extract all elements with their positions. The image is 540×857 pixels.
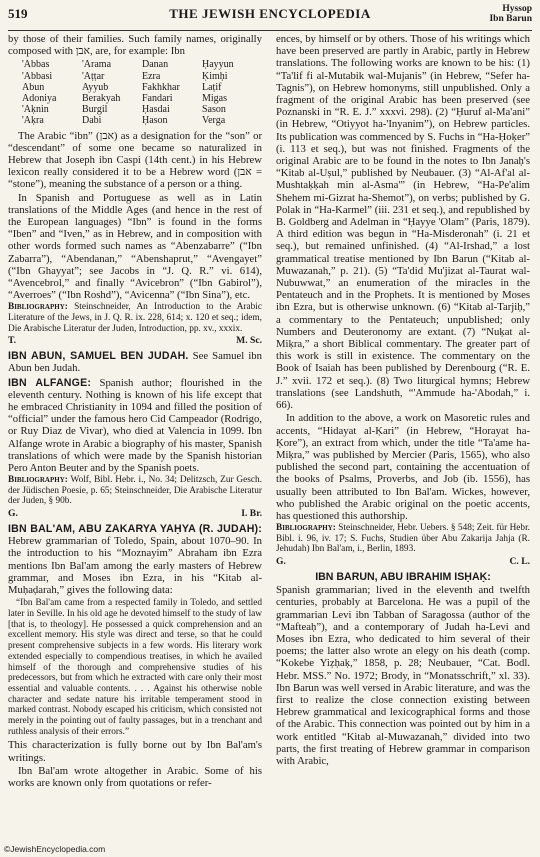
signature-line <box>8 508 262 519</box>
writings-paragraph: Ibn Bal'am wrote altogether in Arabic. Some of his works are known only from quotations or refer- <box>8 764 262 790</box>
entry-heading: IBN ALFANGE: <box>8 376 92 389</box>
bibliography-text: Steinschneider, An Introduction to the Arabic Literature of the Jews, in J. Q. R. ix. 228, 614; x. 120 et seq.; idem, Die Arabische Literatur der Juden, Introduction, pp. xv., xxxix. <box>8 302 262 334</box>
family-name: Sason <box>202 104 226 116</box>
family-name: Verga <box>202 115 226 127</box>
family-name: Ḥasdai <box>142 104 170 116</box>
family-name: 'Abbasi <box>22 70 53 82</box>
masoretic-paragraph: In addition to the above, a work on Masoretic rules and accents, “Hidayat al-Ḳari” (in Hebrew, “Horayat ha-Ḳore”), an extract from which, under the title “Ta'ame ha-Miḳra,” was published by Mercier (Paris, 1565), who also published the second part, containing the accentuation of the books of Psalms, Proverbs, and Job (ib. 1556), has usually been attributed to Ibn Bal'am. Wickes, however, who published the Arabic original on the poetic accents, has questioned this authorship. <box>276 412 530 522</box>
family-name: Abun <box>22 81 45 93</box>
signature-author: M. Sc. <box>236 335 262 347</box>
signature-initial: G. <box>8 508 18 520</box>
family-name: Fandari <box>142 93 173 105</box>
family-name: Ḥayyun <box>202 59 234 71</box>
family-name: Ezra <box>142 70 161 82</box>
bibliography-ibn <box>8 302 262 334</box>
bibliography-label: Bibliography: <box>8 475 68 486</box>
family-names-list <box>22 59 262 126</box>
running-header <box>8 4 532 31</box>
block-quote: “Ibn Bal'am came from a respected family in Toledo, and settled later in Seville. In his old age he devoted himself to the study of law [that is, to theology]. He possessed a quick comprehension and an excellent memory. His style was direct and terse, so that he could present comprehensive subjects in a few words. His literary work extended especially to compendious treatises, in which he availed himself of the thorough and comprehensive studies of his predecessors, but from which he extracted with care only their most essential and valuable contents. . . . Against his otherwise noble character and sedate nature his irritable temperament stood in marked contrast. Nobody escaped his criticism, which consisted not merely in the pointing out of faulty passages, but in a trenchant and ruthless analysis of their errors.” <box>8 598 262 737</box>
translations-paragraph: In Spanish and Portuguese as well as in Latin translations of the Middle Ages (and hence in the rest of the European languages) “Ibn” is found in the forms “Iben” and “Iven,” as in Hebrew, and in composition with other words formed such names as “Abenzabarre” (“Ibn Zabarra”), “Abendanan,” “Abenshaprut,” “Avengayet” (“Ibn Ghayyat”; see Jacobs in “J. Q. R.” vi. 614), “Avencebrol,” and finally “Avicebron” (“Ibn Gabirol”), “Averroes” (“Ibn Roshd”), “Avicenna” (“Ibn Sina”), etc. <box>8 191 262 302</box>
family-name: 'Abbas <box>22 59 50 71</box>
family-name: Ḥason <box>142 115 168 127</box>
family-name: Laṭif <box>202 81 222 93</box>
entry-ibn-abun <box>8 350 262 374</box>
bibliography-alfange <box>8 475 262 507</box>
family-name: 'Aḳra <box>22 115 44 127</box>
bibliography-label: Bibliography: <box>276 523 336 534</box>
entry-ibn-balam <box>8 523 262 596</box>
signature-initial: G. <box>276 555 286 567</box>
family-name: Ayyub <box>82 81 109 93</box>
family-names-intro: by those of their families. Such family names, originally composed with אבן, are, for example: Ibn <box>8 33 262 58</box>
bibliography-balam <box>276 523 530 555</box>
characterization-paragraph: This characterization is fully borne out by Ibn Bal'am's writings. <box>8 739 262 764</box>
entry-text: Spanish author; flourished in the eleventh century. Nothing is known of his life except that he embraced Christianity in 1094 and filled the position of “official” under the famous hero Cid Campeador (Rodrigo, or Ruy Diaz de Vivar), who died at Valencia in 1099. Ibn Alfange wrote in Arabic a biography of his master, Spanish translations of which were made by the Spanish historian Pero Anton Beuter and by the Spanish poets. <box>8 376 262 475</box>
copyright-footer: ©JewishEncyclopedia.com <box>4 844 106 854</box>
bibliography-label: Bibliography: <box>8 302 68 313</box>
family-name: Dabi <box>82 115 102 127</box>
signature-initial: T. <box>8 335 17 347</box>
entry-heading: IBN ABUN, SAMUEL BEN JUDAH. <box>8 350 189 363</box>
family-name: 'Arama <box>82 59 112 71</box>
entry-heading: IBN BAL'AM, ABU ZAKARYA YAḤYA (R. JUDAH): <box>8 523 262 536</box>
entry-ibn-alfange <box>8 377 262 475</box>
entry-heading-ibn-barun: IBN BARUN, ABU IBRAHIM ISḤAḲ: <box>315 570 491 583</box>
entry-text: See Samuel ibn Abun ben Judah. <box>8 350 262 375</box>
family-name: Adoniya <box>22 93 57 105</box>
works-paragraph: ences, by himself or by others. Those of his writings which have been preserved are partly in Arabic, partly in Hebrew translations. The following works are known to be his: (1) “Ta'lif fi al-Mutabik wal-Mujanis” (in Hebrew, “Sefer ha-Tagnis”), on Hebrew homonyms, still unpublished. Only a fragment of the original Arabic has been preserved (see Poznanski in “R. E. J.” xxxvi. 298). (2) “Ḥuruf al-Ma'ani” (in Hebrew, “Otiyyot ha-'Inyanim”), on Hebrew particles. Its publication was commenced by S. Fuchs in “Ha-Ḥoḳer” (i. 113 et seq.), but was not finished. Fragments of the original Arabic are to be found in the notes to Ibn Janaḥ's “Kitab al-Uṣul,” published by Neubauer. (3) “Al-Af'al al-Mushtaḳḳah min al-Asma'” (in Hebrew, “Ha-Pe'alim Shehem mi-Gizrat ha-Shemot”), on verbs; published by G. Polak in “Ha-Karmel” (iii. 231 et seq.), and republished by B. Goldberg and Adelman in “Ḥayye 'Olam” (Paris, 1879). A third edition was begun in “Ha-Misderonah” (i. 21 et seq.), but remained unfinished. (4) “Al-Irshad,” a lost grammatical treatise mentioned by Ibn Barun (“Kitab al-Muwazanah,” p. 21). (5) “Ta'did Mu'jizat al-Taurat wal-Nubuwwat,” an enumeration of the miracles in the Pentateuch and in the Prophets. It is mentioned by Moses ibn Ezra, but is otherwise unknown. (6) “Kitab al-Tarjiḥ,” a commentary to the Pentateuch; unpublished; only Numbers and Deuteronomy are extant. (7) “Nuḳat al-Miḳra,” a short Biblical commentary. The greater part of this work is still in existence. The commentary on the Book of Isaiah has been published by Derenbourg (“R. E. J.” xvii. 172 et seq.). (8) Two liturgical hymns; Hebrew translations (see Landshuth, “'Ammude ha-'Abodah,” i. 66). <box>276 33 530 412</box>
header-catchwords <box>489 4 532 24</box>
left-column <box>8 33 262 845</box>
family-name: Ḳimḥi <box>202 70 228 82</box>
family-name: Berakyah <box>82 93 121 105</box>
publication-title: THE JEWISH ENCYCLOPEDIA <box>169 6 371 21</box>
family-name: Burgil <box>82 104 108 116</box>
arabic-ibn-paragraph: The Arabic “ibn” (אבן) as a designation for the “son” or “descendant” of some one became so naturalized in Hebrew that Joseph ibn Caspi (14th cent.) in his Hebrew lexicon really considered it to be a Hebrew word (אבן = “stone”), meaning the substance of a person or a thing. <box>8 129 262 191</box>
signature-author: C. L. <box>509 555 530 567</box>
entry-text: Hebrew grammarian of Toledo, Spain, about 1070–90. In the introduction to his “Moznayim” Abraham ibn Ezra mentions Ibn Bal'am among the early masters of Hebrew grammar, and Moses ibn Ezra, in his “Kitab al-Muḥaḍarah,” gives the following data: <box>8 535 262 597</box>
catchword-first: Hyssop <box>502 4 532 14</box>
family-name: 'Aḳnin <box>22 104 49 116</box>
family-name: Fakhkhar <box>142 81 180 93</box>
family-name: Migas <box>202 93 227 105</box>
bibliography-text: Wolf, Bibl. Hebr. i., No. 34; Delitzsch, Zur Gesch. der Jüdischen Poesie, p. 65; Steinschneider, Die Arabische Literatur der Juden, § 90b. <box>8 475 262 507</box>
entry-ibn-barun-text: Spanish grammarian; lived in the eleventh and twelfth centuries, probably at Barcelona. He was a pupil of the grammarian Levi ibn Tabban of Saragossa (author of the “Mafteaḥ”), and a contemporary of Judah ha-Levi and Moses ibn Ezra, who dedicated to him several of their poems; the latter also wrote an elegy on his death (comp. “Kokebe Yiẓḥaḳ,” 1858, p. 28; Neubauer, “Cat. Bodl. Hebr. MSS.” No. 1972; Brody, in “Monatsschrift,” xl. 33). Ibn Barun was well versed in Arabic literature, and was the first to realize the close connection existing between Hebrew grammatical and lexicographical forms and those of the Arabic. This connection was pointed out by him in a work entitled “Kitab al-Muwazanah,” divided into two parts, the first treating of Hebrew grammar in comparison with Arabic, <box>276 584 530 767</box>
right-column <box>276 33 530 845</box>
page-number: 519 <box>8 6 28 21</box>
signature-line <box>276 556 530 567</box>
signature-author: I. Br. <box>241 508 262 520</box>
catchword-last: Ibn Barun <box>489 14 532 24</box>
bibliography-text: Steinschneider, Hebr. Uebers. § 548; Zeit. für Hebr. Bibl. i. 96, iv. 17; S. Fuchs, Studien über Abu Zakarija Jahja (R. Jehudah) Ibn Bal'am, i., Berlin, 1893. <box>276 523 530 555</box>
family-name: 'Aṭṭar <box>82 70 105 82</box>
signature-line <box>8 335 262 346</box>
family-name: Danan <box>142 59 169 71</box>
